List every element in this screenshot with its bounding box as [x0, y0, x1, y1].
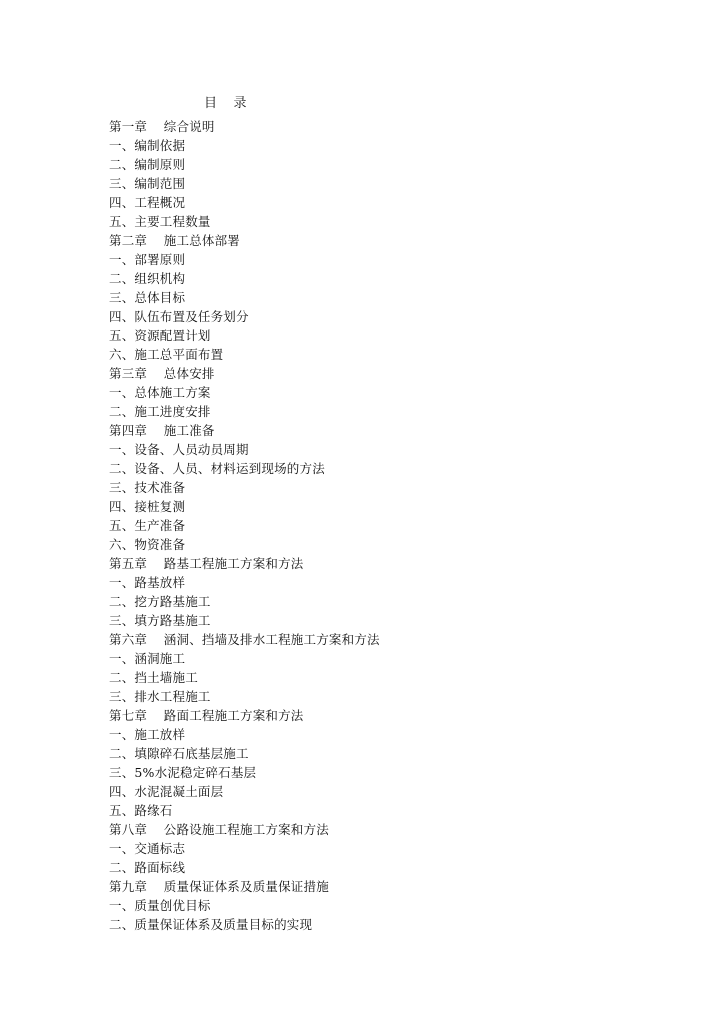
toc-item: 五、生产准备 — [109, 518, 186, 533]
toc-item: 五、资源配置计划 — [109, 328, 211, 343]
toc-item: 二、挡土墙施工 — [109, 670, 198, 685]
toc-chapter: 第一章 综合说明 — [109, 119, 215, 134]
toc-item: 二、编制原则 — [109, 157, 186, 172]
toc-item: 一、总体施工方案 — [109, 385, 211, 400]
toc-item: 二、组织机构 — [109, 271, 186, 286]
toc-item: 一、涵洞施工 — [109, 651, 186, 666]
toc-item: 一、设备、人员动员周期 — [109, 442, 249, 457]
toc-title: 目 录 — [204, 96, 247, 111]
toc-item: 二、质量保证体系及质量目标的实现 — [109, 917, 313, 932]
toc-item: 二、填隙碎石底基层施工 — [109, 746, 249, 761]
toc-item: 二、挖方路基施工 — [109, 594, 211, 609]
toc-chapter: 第九章 质量保证体系及质量保证措施 — [109, 879, 329, 894]
toc-item: 六、施工总平面布置 — [109, 347, 224, 362]
toc-chapter: 第七章 路面工程施工方案和方法 — [109, 708, 304, 723]
toc-chapter: 第六章 涵洞、挡墙及排水工程施工方案和方法 — [109, 632, 380, 647]
toc-item: 二、路面标线 — [109, 860, 186, 875]
toc-item: 四、队伍布置及任务划分 — [109, 309, 249, 324]
toc-item: 一、施工放样 — [109, 727, 186, 742]
toc-item: 一、编制依据 — [109, 138, 186, 153]
toc-item: 三、总体目标 — [109, 290, 186, 305]
toc-item: 一、交通标志 — [109, 841, 186, 856]
toc-item: 三、排水工程施工 — [109, 689, 211, 704]
toc-chapter: 第二章 施工总体部署 — [109, 233, 240, 248]
toc-item: 三、编制范围 — [109, 176, 186, 191]
toc-chapter: 第四章 施工准备 — [109, 423, 215, 438]
toc-chapter: 第五章 路基工程施工方案和方法 — [109, 556, 304, 571]
toc-item: 四、工程概况 — [109, 195, 186, 210]
toc-item: 二、施工进度安排 — [109, 404, 211, 419]
toc-item: 三、填方路基施工 — [109, 613, 211, 628]
toc-item: 一、路基放样 — [109, 575, 186, 590]
toc-item: 五、路缘石 — [109, 803, 173, 818]
toc-item: 一、部署原则 — [109, 252, 186, 267]
toc-list — [109, 117, 380, 934]
toc-chapter: 第八章 公路设施工程施工方案和方法 — [109, 822, 329, 837]
toc-item: 五、主要工程数量 — [109, 214, 211, 229]
toc-item: 二、设备、人员、材料运到现场的方法 — [109, 461, 325, 476]
toc-chapter: 第三章 总体安排 — [109, 366, 215, 381]
toc-item: 一、质量创优目标 — [109, 898, 211, 913]
toc-item: 四、接桩复测 — [109, 499, 186, 514]
toc-item: 四、水泥混凝土面层 — [109, 784, 224, 799]
toc-item: 三、技术准备 — [109, 480, 186, 495]
toc-item: 三、5%水泥稳定碎石基层 — [109, 765, 257, 780]
toc-item: 六、物资准备 — [109, 537, 186, 552]
